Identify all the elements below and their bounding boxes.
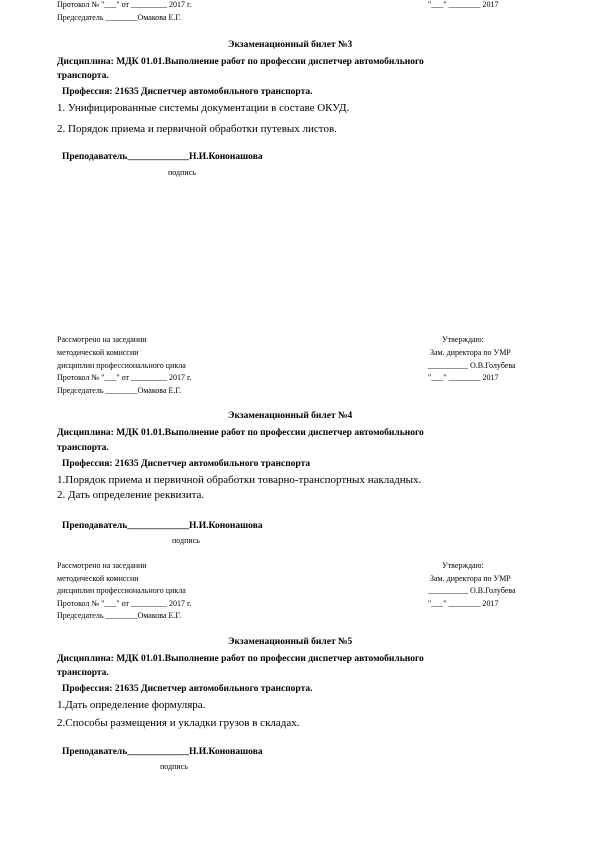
ticket-profession: Профессия: 21635 Диспетчер автомобильного транспорта. [62,684,313,694]
commission-label: методической комиссии [57,574,139,583]
ticket-profession: Профессия: 21635 Диспетчер автомобильного транспорта. [62,87,313,97]
deputy-label: Зам. директора по УМР [430,574,511,583]
ticket-title: Экзаменационный билет №5 [228,637,353,647]
approval-date: "___" ________ 2017 [428,599,499,608]
considered-label: Рассмотрено на заседании [57,335,147,344]
ticket-question-2: 2. Дать определение реквизита. [57,489,205,501]
cycle-label: дисциплин профессионального цикла [57,586,186,595]
approval-date: "___" ________ 2017 [428,373,499,382]
considered-label: Рассмотрено на заседании [57,561,147,570]
ticket-discipline: Дисциплина: МДК 01.01.Выполнение работ по профессии диспетчер автомобильного [57,57,424,67]
ticket-question-1: 1. Унифицированные системы документации в составе ОКУД. [57,102,350,114]
director-signature: __________ О.В.Голубева [428,361,516,370]
teacher-signature-line: Преподаватель_____________Н.И.Кононашова [62,747,263,757]
approval-date: "___" ________ 2017 [428,0,499,9]
protocol-line: Протокол № "___" от _________ 2017 г. [57,373,192,382]
teacher-signature-line: Преподаватель_____________Н.И.Кононашова [62,152,263,162]
protocol-line: Протокол № "___" от _________ 2017 г. [57,0,192,9]
chairman-line: Председатель ________Омакова Е.Г. [57,611,182,620]
commission-label: методической комиссии [57,348,139,357]
signature-caption: подпись [172,536,200,545]
ticket-question-2: 2.Способы размещения и укладки грузов в складах. [57,717,300,729]
chairman-line: Председатель ________Омакова Е.Г. [57,386,182,395]
deputy-label: Зам. директора по УМР [430,348,511,357]
ticket-question-2: 2. Порядок приема и первичной обработки путевых листов. [57,123,337,135]
ticket-discipline-cont: транспорта. [57,443,109,453]
ticket-title: Экзаменационный билет №3 [228,40,353,50]
ticket-discipline: Дисциплина: МДК 01.01.Выполнение работ по профессии диспетчер автомобильного [57,428,424,438]
ticket-question-1: 1.Порядок приема и первичной обработки товарно-транспортных накладных. [57,474,422,486]
approved-label: Утверждаю: [442,335,484,344]
ticket-question-1: 1.Дать определение формуляра. [57,699,206,711]
signature-caption: подпись [168,168,196,177]
ticket-discipline-cont: транспорта. [57,71,109,81]
ticket-discipline-cont: транспорта. [57,668,109,678]
teacher-signature-line: Преподаватель_____________Н.И.Кононашова [62,521,263,531]
ticket-profession: Профессия: 21635 Диспетчер автомобильного транспорта [62,459,311,469]
chairman-line: Председатель ________Омакова Е.Г. [57,13,182,22]
protocol-line: Протокол № "___" от _________ 2017 г. [57,599,192,608]
cycle-label: дисциплин профессионального цикла [57,361,186,370]
director-signature: __________ О.В.Голубева [428,586,516,595]
ticket-discipline: Дисциплина: МДК 01.01.Выполнение работ по профессии диспетчер автомобильного [57,654,424,664]
approved-label: Утверждаю: [442,561,484,570]
signature-caption: подпись [160,762,188,771]
ticket-title: Экзаменационный билет №4 [228,411,353,421]
